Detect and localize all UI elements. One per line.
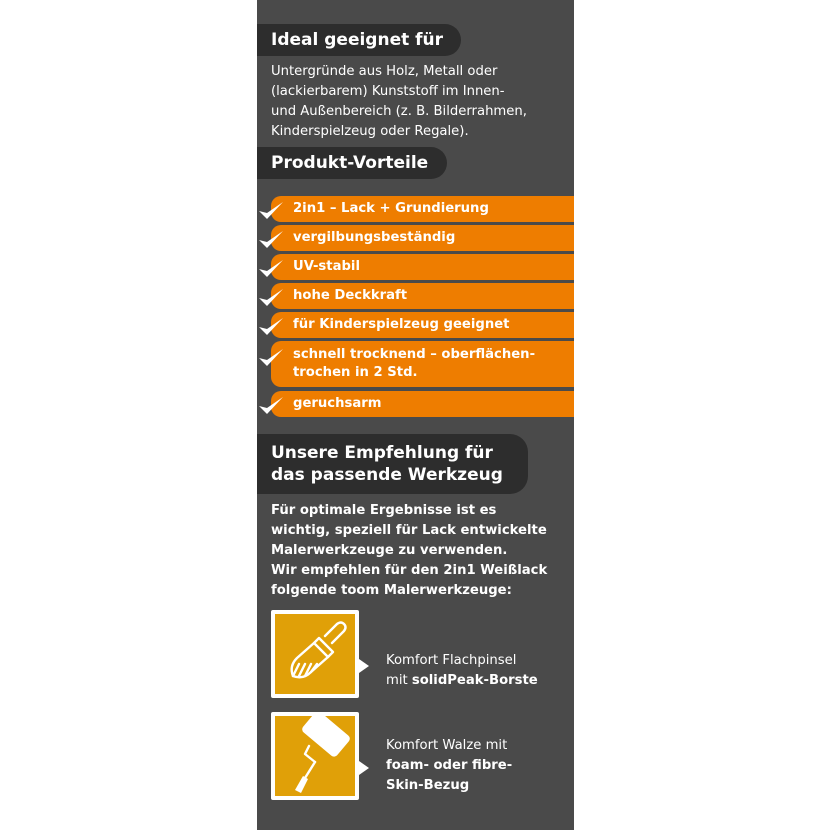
tool-roller-detail-2: Skin-Bezug xyxy=(386,778,470,793)
ideal-line: und Außenbereich (z. B. Bilderrahmen, xyxy=(271,104,527,119)
check-icon xyxy=(257,229,285,251)
benefit-text: geruchsarm xyxy=(293,396,382,411)
check-icon xyxy=(257,200,285,222)
heading-recommendation xyxy=(257,434,528,494)
benefit-item xyxy=(271,196,574,222)
check-icon xyxy=(257,395,285,417)
heading-recommendation-line: Unsere Empfehlung für xyxy=(271,443,493,463)
recommendation-line: Für optimale Ergebnisse ist es xyxy=(271,503,497,518)
benefit-text: trochen in 2 Std. xyxy=(293,365,418,380)
benefit-item xyxy=(271,283,574,309)
ideal-description xyxy=(271,62,571,142)
heading-benefits-text: Produkt-Vorteile xyxy=(271,153,429,173)
ideal-line: Untergründe aus Holz, Metall oder xyxy=(271,64,498,79)
tool-brush-tile xyxy=(271,610,359,698)
tool-brush-background xyxy=(275,614,355,694)
recommendation-description xyxy=(271,501,571,601)
benefit-text: hohe Deckkraft xyxy=(293,288,408,303)
heading-benefits xyxy=(257,147,447,179)
recommendation-line: Wir empfehlen für den 2in1 Weißlack xyxy=(271,563,548,578)
benefit-text: schnell trocknend – oberflächen- xyxy=(293,347,536,362)
benefit-item xyxy=(271,225,574,251)
heading-ideal-text: Ideal geeignet für xyxy=(271,30,444,50)
tool-roller-detail-bold: foam- oder fibre- xyxy=(386,758,513,773)
tool-roller-name: Komfort Walze mit xyxy=(386,738,508,753)
ideal-line: Kinderspielzeug oder Regale). xyxy=(271,124,469,139)
heading-ideal xyxy=(257,24,461,56)
benefit-text: vergilbungsbeständig xyxy=(293,230,456,245)
benefit-text: UV-stabil xyxy=(293,259,360,274)
ideal-line: (lackierbarem) Kunststoff im Innen- xyxy=(271,84,505,99)
tool-roller-background xyxy=(275,716,355,796)
tool-brush-pointer xyxy=(359,659,369,673)
tool-brush-name: Komfort Flachpinsel xyxy=(386,653,517,668)
benefit-item xyxy=(271,254,574,280)
check-icon xyxy=(257,287,285,309)
check-icon xyxy=(257,347,285,369)
check-icon xyxy=(257,316,285,338)
tool-roller-tile xyxy=(271,712,359,800)
benefit-text: 2in1 – Lack + Grundierung xyxy=(293,201,489,216)
recommendation-line: Malerwerkzeuge zu verwenden. xyxy=(271,543,508,558)
paintbrush-icon xyxy=(275,614,355,694)
paint-roller-icon xyxy=(275,716,355,796)
benefit-item xyxy=(271,391,574,417)
benefit-text: für Kinderspielzeug geeignet xyxy=(293,317,510,332)
tool-roller-detail xyxy=(386,756,566,776)
tool-roller-description xyxy=(386,736,566,796)
tool-brush-detail-prefix: mit xyxy=(386,673,412,688)
recommendation-line: wichtig, speziell für Lack entwickelte xyxy=(271,523,547,538)
tool-brush-description xyxy=(386,651,566,691)
benefit-item xyxy=(271,341,574,387)
tool-roller-pointer xyxy=(359,761,369,775)
recommendation-line: folgende toom Malerwerkzeuge: xyxy=(271,583,512,598)
product-info-panel xyxy=(257,0,574,830)
check-icon xyxy=(257,258,285,280)
heading-recommendation-line: das passende Werkzeug xyxy=(271,465,503,485)
benefit-item xyxy=(271,312,574,338)
tool-brush-detail xyxy=(386,671,566,691)
tool-brush-detail-bold: solidPeak-Borste xyxy=(411,673,538,688)
